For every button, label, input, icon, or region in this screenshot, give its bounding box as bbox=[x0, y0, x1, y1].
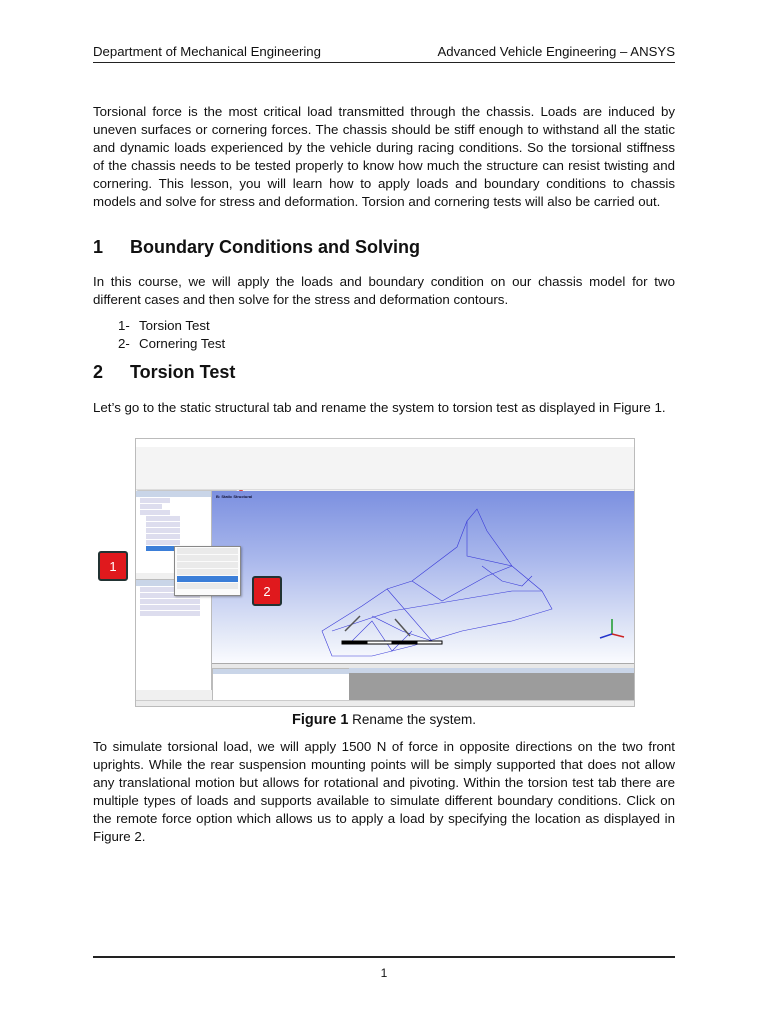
list-item: 1- Torsion Test bbox=[118, 318, 210, 333]
figure-1-ansys-screenshot bbox=[109, 438, 635, 707]
callout-1: 1 bbox=[98, 551, 128, 581]
figure-1-label: Figure 1 bbox=[292, 712, 349, 728]
section-1-heading bbox=[93, 237, 420, 258]
page-header bbox=[93, 42, 675, 63]
section-2-body-2: To simulate torsional load, we will apply 1500 N of force in opposite directions on the two front uprights. While the rear suspension mounting points will be simply supported that does not allow any translational motion but allows for rotational and pivoting. Within the torsion test tab there are multiple types of loads and supports available to simulate different boundary conditions. Click on the remote force option which allows us to apply a load by specifying the location as displayed in Figure 2. bbox=[93, 739, 675, 844]
section-1-body: In this course, we will apply the loads and boundary condition on our chassis model for two different cases and then solve for the stress and deformation contours. bbox=[93, 274, 675, 307]
environment-toolbar bbox=[136, 482, 634, 490]
section-1-number: 1 bbox=[93, 237, 104, 257]
section-2-body: Let’s go to the static structural tab and rename the system to torsion test as displayed in Figure 1. bbox=[93, 400, 666, 415]
intro-paragraph: Torsional force is the most critical load transmitted through the chassis. Loads are induced by uneven surfaces or cornering forces. The chassis should be stiff enough to withstand all the static and dynamic loads experienced by the vehicle during racing conditions. So the torsional stiffness of the chassis needs to be tested properly to know how much the structure can resist twisting and cornering. This lesson, you will learn how to apply loads and boundary conditions to chassis models and solve for stress and deformation. Torsion and cornering tests will also be carried out. bbox=[93, 104, 675, 209]
section-2-heading bbox=[93, 362, 235, 383]
window-titlebar bbox=[136, 439, 634, 447]
header-department: Department of Mechanical Engineering bbox=[93, 44, 321, 59]
graphics-viewport: B: Static Structural bbox=[212, 491, 634, 663]
figure-1-caption: Figure 1 Rename the system. bbox=[292, 712, 476, 728]
list-item: 2- Cornering Test bbox=[118, 336, 226, 351]
page-number: 1 bbox=[380, 966, 388, 980]
header-course: Advanced Vehicle Engineering – ANSYS bbox=[437, 44, 675, 59]
section-2-title: Torsion Test bbox=[130, 362, 236, 382]
context-menu bbox=[174, 546, 241, 596]
status-bar bbox=[136, 700, 634, 706]
footer-divider bbox=[93, 956, 675, 958]
rename-menu-item bbox=[177, 576, 238, 582]
section-2-number: 2 bbox=[93, 362, 104, 382]
graph-panel bbox=[212, 668, 350, 703]
test-list bbox=[118, 317, 225, 353]
callout-2: 2 bbox=[252, 576, 282, 606]
section-1-title: Boundary Conditions and Solving bbox=[130, 237, 420, 257]
tabular-data-panel bbox=[349, 668, 634, 701]
